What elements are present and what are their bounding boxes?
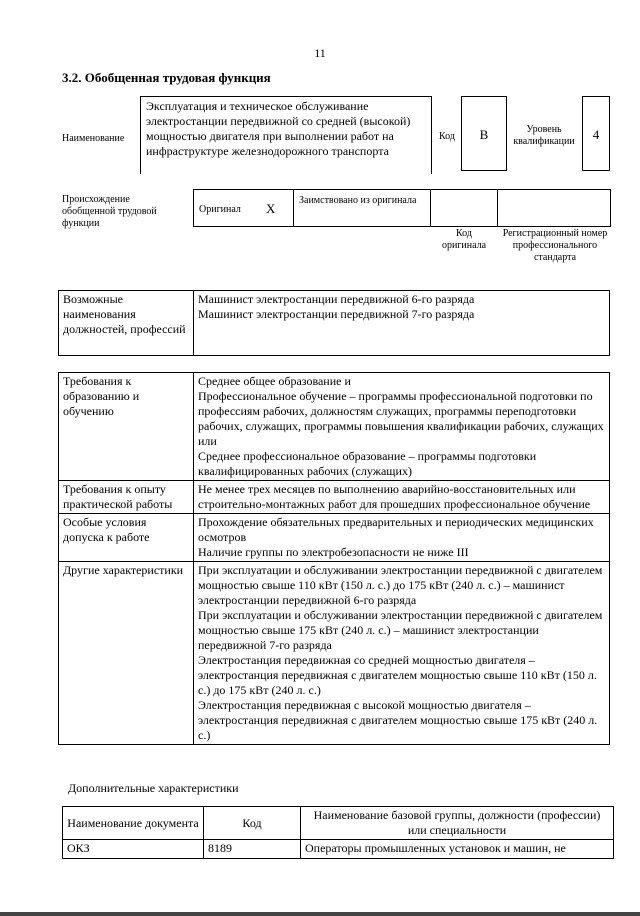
positions-label: Возможные наименования должностей, профессий <box>59 291 194 356</box>
qualification-level-label: Уровень квалификации <box>513 124 575 147</box>
requirement-line: Среднее общее образование и <box>198 374 351 388</box>
borrowed-label: Заимствовано из оригинала <box>299 195 417 206</box>
positions-table <box>58 290 610 356</box>
other-characteristics-values <box>194 562 610 745</box>
requirement-line: Электростанция передвижная со средней мощностью двигателя – электростанция передвижная с двигателем мощностью свыше 110 кВт (150 л. с.) до 175 кВт (240 л. с.) <box>198 653 597 697</box>
requirements-table <box>58 372 610 745</box>
experience-values <box>194 481 610 514</box>
page-number: 11 <box>314 46 326 60</box>
additional-characteristics-title: Дополнительные характеристики <box>68 781 239 795</box>
function-name: Эксплуатация и техническое обслуживание электростанции передвижной со средней (высокой) мощностью двигателя при выполнении работ на инфраструктуре железнодорожного транспорта <box>140 96 432 174</box>
requirement-line: или <box>198 434 217 448</box>
origin-label: Происхождение обобщенной трудовой функции <box>62 194 157 229</box>
additional-table <box>62 806 614 859</box>
original-mark: X <box>266 201 276 216</box>
position-item: Машинист электростанции передвижной 6-го разряда <box>198 292 475 306</box>
requirement-line: Среднее профессиональное образование – программы подготовки квалифицированных рабочих (служащих) <box>198 449 537 478</box>
row-code: 8189 <box>204 840 301 859</box>
position-item: Машинист электростанции передвижной 7-го разряда <box>198 307 475 321</box>
original-code-caption: Код оригинала <box>441 228 487 251</box>
admission-conditions-label: Особые условия допуска к работе <box>59 514 194 562</box>
requirement-line: Не менее трех месяцев по выполнению аварийно-восстановительных или строительно-монтажных работ для прошедших профессиональное обучение <box>198 482 591 511</box>
row-document: ОКЗ <box>63 840 204 859</box>
requirement-line: Прохождение обязательных предварительных и периодических медицинских осмотров <box>198 515 594 544</box>
registration-number-caption: Регистрационный номер профессионального стандарта <box>502 228 608 263</box>
page-bottom-edge <box>0 912 640 916</box>
requirement-line: При эксплуатации и обслуживании электростанции передвижной с двигателем мощностью свыше 175 кВт (240 л. с.) – машинист электростанции передвижной 7-го разряда <box>198 608 603 652</box>
header-code: Код <box>204 807 301 840</box>
header-group-name: Наименование базовой группы, должности (профессии) или специальности <box>301 807 614 840</box>
qualification-level-value: 4 <box>582 96 610 171</box>
section-title: 3.2. Обобщенная трудовая функция <box>62 70 271 85</box>
requirement-line: Профессиональное обучение – программы профессиональной подготовки по профессиям рабочих, должностям служащих, программы переподготовки рабочих, служащих, программы повышения квалификации рабочих, служащих <box>198 389 604 433</box>
row-group: Операторы промышленных установок и машин, не <box>301 840 614 859</box>
requirement-line: Электростанция передвижная с высокой мощностью двигателя – электростанция передвижная с двигателем мощностью свыше 175 кВт (240 л. с.) <box>198 698 598 742</box>
requirement-line: При эксплуатации и обслуживании электростанции передвижной с двигателем мощностью свыше 110 кВт (150 л. с.) до 175 кВт (240 л. с.) – машинист электростанции передвижной 6-го разряда <box>198 563 603 607</box>
experience-label: Требования к опыту практической работы <box>59 481 194 514</box>
header-document-name: Наименование документа <box>63 807 204 840</box>
education-values <box>194 373 610 481</box>
admission-conditions-values <box>194 514 610 562</box>
name-label: Наименование <box>62 133 125 144</box>
code-label: Код <box>439 131 455 142</box>
positions-values <box>194 291 610 356</box>
code-value: B <box>461 96 507 171</box>
education-label: Требования к образованию и обучению <box>59 373 194 481</box>
requirement-line: Наличие группы по электробезопасности не ниже III <box>198 545 469 559</box>
other-characteristics-label: Другие характеристики <box>59 562 194 745</box>
original-label: Оригинал <box>199 204 241 215</box>
